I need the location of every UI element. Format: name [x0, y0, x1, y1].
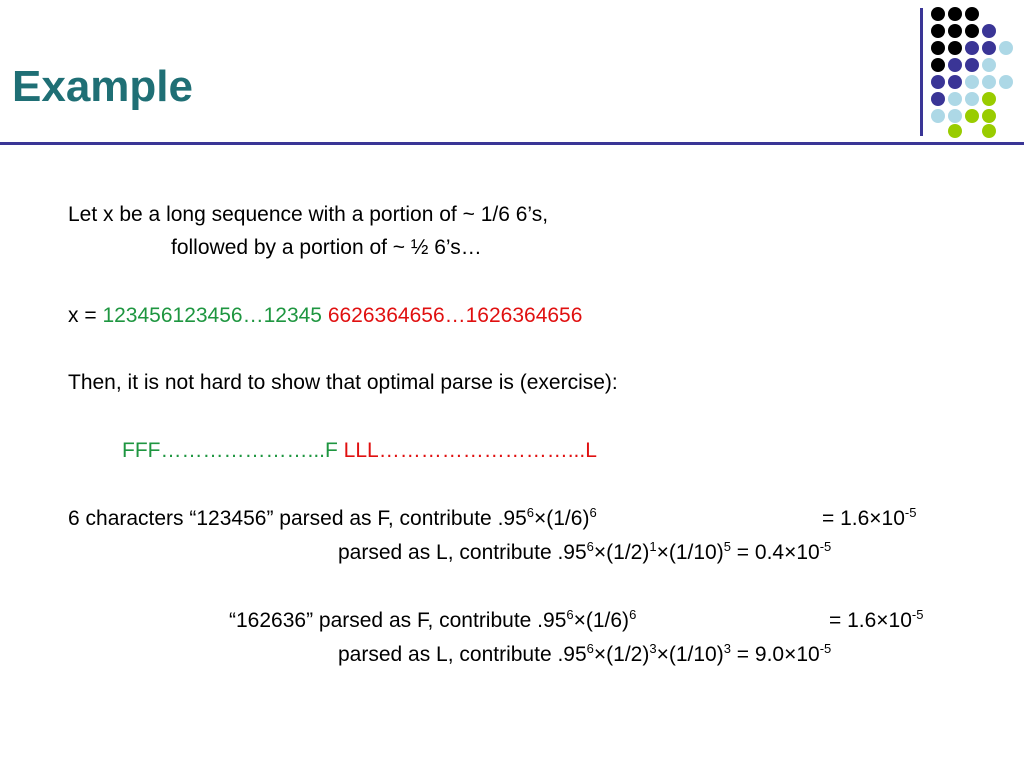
calc-text: 6 characters “123456” parsed as F, contribute .95	[68, 507, 527, 530]
calc-line-3	[229, 609, 636, 633]
exponent: -5	[819, 641, 832, 656]
calc-line-2	[338, 541, 831, 565]
decor-dot	[931, 7, 945, 21]
parse-fair-states: FFF…………………...F	[122, 439, 338, 462]
exponent: 6	[589, 505, 597, 520]
exponent: 1	[649, 539, 657, 554]
calc-text: parsed as L, contribute .95	[338, 643, 587, 666]
title-underline	[0, 142, 1024, 145]
exponent: 5	[723, 539, 731, 554]
decor-dot	[931, 75, 945, 89]
calc-result-text: = 1.6×10	[822, 507, 905, 530]
decor-dot	[931, 109, 945, 123]
decor-dot	[965, 92, 979, 106]
decor-dot	[982, 92, 996, 106]
calc-text: parsed as L, contribute .95	[338, 541, 587, 564]
calc-result-text: = 0.4×10	[730, 541, 820, 564]
decor-dot	[948, 41, 962, 55]
decorative-vertical-rule	[920, 8, 923, 136]
decor-dot	[931, 41, 945, 55]
decor-dot	[999, 75, 1013, 89]
decor-dot	[948, 109, 962, 123]
decor-dot	[982, 124, 996, 138]
calc-text: ×(1/10)	[656, 643, 724, 666]
exponent: 6	[566, 607, 574, 622]
decor-dot	[948, 124, 962, 138]
exponent: 6	[586, 641, 594, 656]
statement-line: Then, it is not hard to show that optimal parse is (exercise):	[68, 371, 618, 394]
sequence-prefix: x =	[68, 304, 103, 327]
intro-line-2: followed by a portion of ~ ½ 6’s…	[171, 236, 482, 259]
calc-text: “162636” parsed as F, contribute .95	[229, 609, 567, 632]
exponent: 6	[526, 505, 534, 520]
decor-dot	[982, 75, 996, 89]
decor-dot	[965, 41, 979, 55]
exponent: -5	[911, 607, 924, 622]
calc-text: ×(1/2)	[593, 643, 650, 666]
exponent: 6	[586, 539, 594, 554]
calc-text: ×(1/10)	[656, 541, 724, 564]
calc-text: ×(1/2)	[593, 541, 650, 564]
calc-line-1	[68, 507, 597, 531]
decor-dot	[931, 92, 945, 106]
calc-result-1	[822, 507, 916, 531]
calc-result-text: = 9.0×10	[730, 643, 820, 666]
calc-result-text: = 1.6×10	[829, 609, 912, 632]
decor-dot	[982, 41, 996, 55]
decor-dot	[948, 75, 962, 89]
calc-line-4	[338, 643, 831, 667]
exponent: 3	[723, 641, 731, 656]
decor-dot	[948, 7, 962, 21]
calc-text: ×(1/6)	[573, 609, 630, 632]
decor-dot	[965, 58, 979, 72]
exponent: -5	[819, 539, 832, 554]
decor-dot	[931, 58, 945, 72]
intro-line-1: Let x be a long sequence with a portion of ~ 1/6 6’s,	[68, 203, 549, 226]
decor-dot	[948, 24, 962, 38]
sequence-loaded-part: 6626364656…1626364656	[327, 304, 583, 327]
slide-title: Example	[12, 62, 193, 111]
exponent: -5	[904, 505, 917, 520]
decor-dot	[948, 58, 962, 72]
exponent: 6	[629, 607, 637, 622]
decor-dot	[999, 41, 1013, 55]
parse-loaded-states: LLL………………………...L	[343, 439, 597, 462]
calc-text: ×(1/6)	[534, 507, 590, 530]
decor-dot	[931, 24, 945, 38]
decor-dot	[982, 109, 996, 123]
decor-dot	[965, 75, 979, 89]
calc-result-3	[829, 609, 923, 633]
decor-dot	[982, 24, 996, 38]
sequence-fair-part: 123456123456…12345	[102, 304, 322, 327]
decor-dot	[982, 58, 996, 72]
exponent: 3	[649, 641, 657, 656]
sequence-line	[68, 304, 582, 328]
decor-dot	[948, 92, 962, 106]
decor-dot	[965, 7, 979, 21]
decor-dot	[965, 24, 979, 38]
optimal-parse-line	[122, 439, 597, 463]
decor-dot	[965, 109, 979, 123]
